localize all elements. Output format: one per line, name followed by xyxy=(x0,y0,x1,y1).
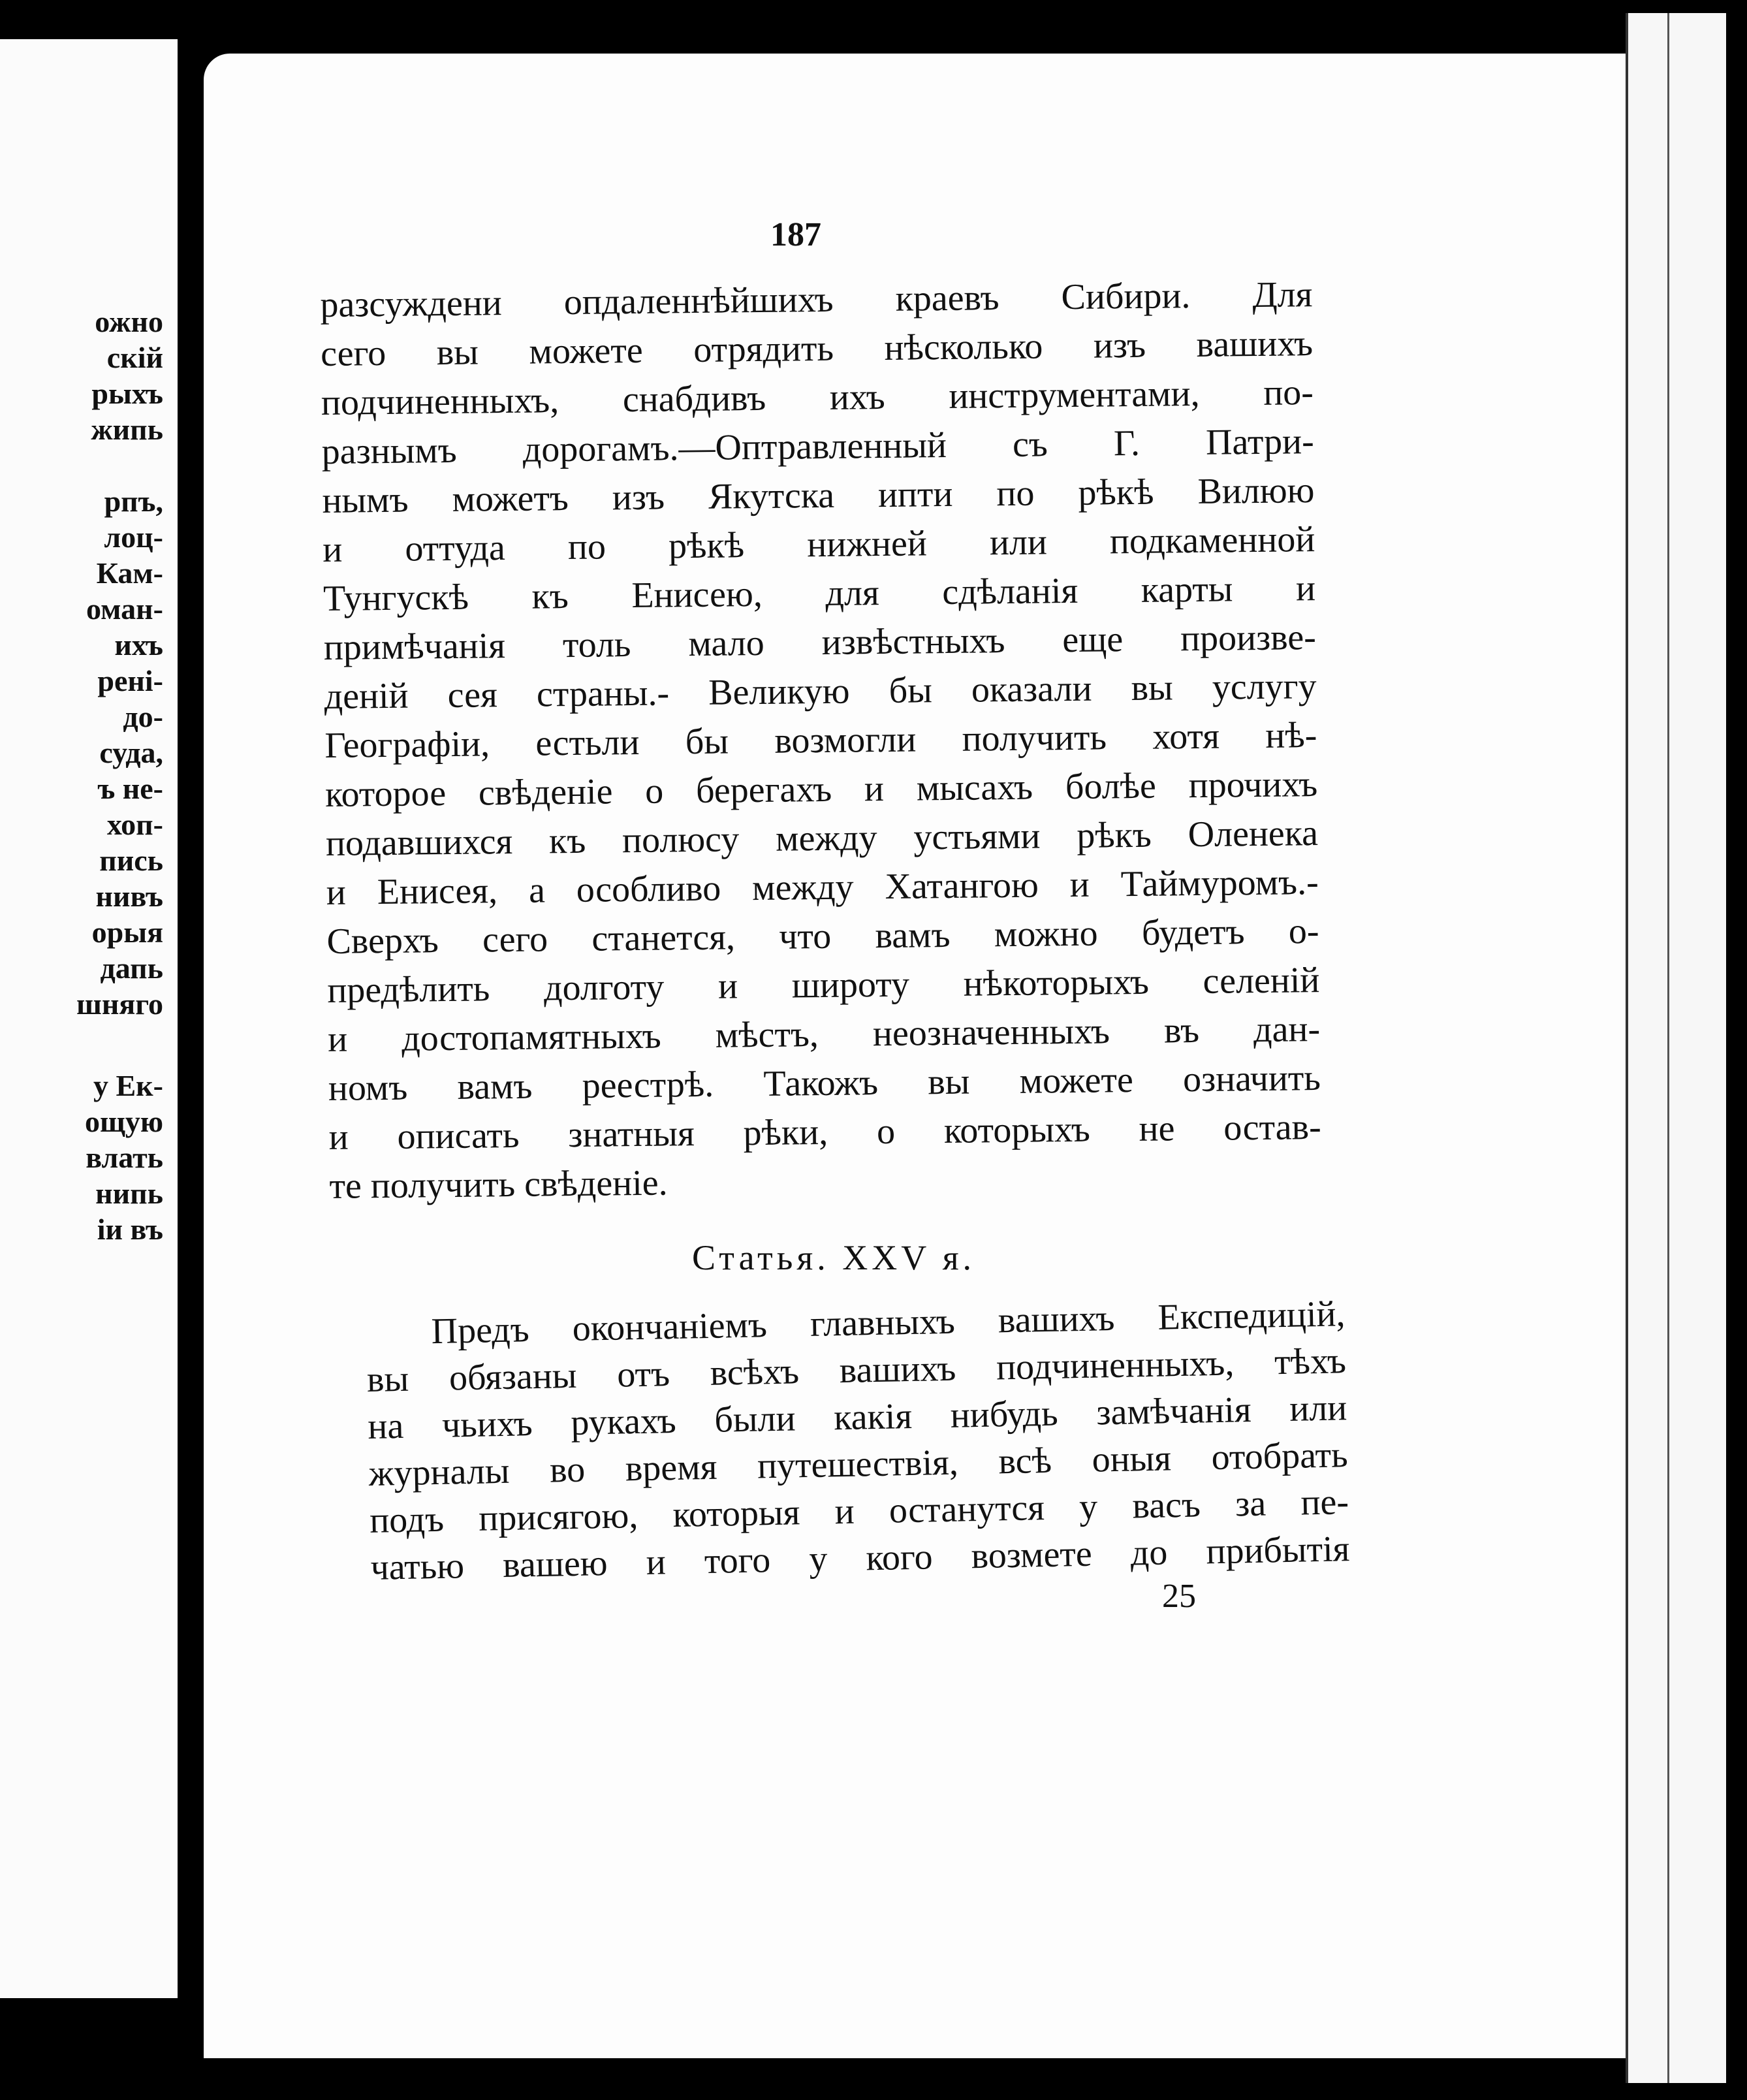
book-gutter xyxy=(178,0,204,2100)
text-line: подъ присягою, которыя и останутся у васъ за пе- xyxy=(369,1482,1349,1541)
paragraph-1 xyxy=(320,270,1322,1211)
previous-page-edge xyxy=(0,39,181,1998)
left-page-text-fragment: нивъ xyxy=(95,880,163,913)
left-page-text-fragment: ожно xyxy=(95,305,163,338)
text-line: сего вы можете отрядить нѣсколько изъ вашихъ xyxy=(320,323,1314,374)
signature-mark: 25 xyxy=(1162,1578,1196,1615)
text-line: примѣчанія толь мало извѣстныхъ еще произве- xyxy=(323,617,1317,668)
left-page-text-fragment: іи въ xyxy=(97,1213,163,1246)
text-line: вы обязаны отъ всѣхъ вашихъ подчиненныхъ, тѣхъ xyxy=(366,1341,1347,1400)
left-page-text-fragment: влать xyxy=(86,1141,163,1174)
left-page-text-fragment: жипь xyxy=(91,413,163,446)
left-page-text-fragment: нипь xyxy=(95,1177,163,1210)
left-page-text-fragment: хоп- xyxy=(106,808,163,841)
left-page-text-fragment: суда, xyxy=(99,736,163,769)
left-page-text-fragment: дапь xyxy=(100,951,163,985)
text-line: подавшихся къ полюсу между устьями рѣкъ Оленека xyxy=(325,813,1319,864)
text-line: разнымъ дорогамъ.—Оптравленный съ Г. Патри- xyxy=(321,421,1314,472)
left-page-text-fragment: до- xyxy=(123,700,163,733)
text-line: Тунгускѣ къ Енисею, для сдѣланія карты и xyxy=(323,568,1316,619)
left-page-text-fragment: скій xyxy=(106,341,163,374)
left-page-text-fragment: ощую xyxy=(85,1105,163,1138)
left-page-text-fragment: рені- xyxy=(97,664,163,697)
text-line: подчиненныхъ, снабдивъ ихъ инструментами, по- xyxy=(321,372,1314,423)
text-line: предѣлить долготу и широту нѣкоторыхъ селеній xyxy=(327,960,1320,1011)
page-number: 187 xyxy=(770,216,821,253)
left-page-text-fragment: рпъ, xyxy=(104,485,163,518)
text-line: нымъ можетъ изъ Якутска ипти по рѣкѣ Вилюю xyxy=(322,470,1315,521)
text-line: чатью вашею и того у кого возмете до прибытія xyxy=(370,1529,1350,1588)
text-line: журналы во время путешествія, всѣ оныя отобрать xyxy=(368,1435,1349,1494)
text-line: Географіи, естьли бы возмогли получить хотя нѣ- xyxy=(324,715,1317,766)
left-page-text-fragment: оман- xyxy=(86,592,163,626)
text-line: Сверхъ сего станется, что вамъ можно будетъ о- xyxy=(326,911,1319,962)
left-page-text-fragment: шняго xyxy=(76,987,163,1021)
left-page-text-fragment: пись xyxy=(99,844,163,877)
text-line: и оттуда по рѣкѣ нижней или подкаменной xyxy=(322,519,1315,570)
left-page-text-fragment: у Ек- xyxy=(93,1069,163,1102)
text-line: и достопамятныхъ мѣстъ, неозначенныхъ въ дан- xyxy=(327,1009,1321,1060)
text-line: и Енисея, а особливо между Хатангою и Таймуромъ.- xyxy=(326,862,1319,913)
text-line: деній сея страны.- Великую бы оказали вы услугу xyxy=(324,666,1317,717)
left-page-text-fragment: рыхъ xyxy=(91,377,163,410)
text-line: номъ вамъ реестрѣ. Такожъ вы можете означить xyxy=(328,1058,1321,1109)
page-stack-edge xyxy=(1626,13,1726,2083)
paragraph-2 xyxy=(366,1290,1350,1591)
left-page-text-fragment: лоц- xyxy=(104,520,163,554)
left-page-text-fragment: ихъ xyxy=(114,628,163,661)
left-page-text-fragment: Кам- xyxy=(96,556,163,590)
text-line: те получить свѣденіе. xyxy=(329,1162,668,1207)
text-line: которое свѣденіе о берегахъ и мысахъ болѣе прочихъ xyxy=(324,764,1318,815)
left-page-text-fragment: ъ не- xyxy=(97,772,163,805)
text-line: разсуждени опдаленнѣйшихъ краевъ Сибири. Для xyxy=(320,274,1313,325)
article-heading: Статья. XXV я. xyxy=(692,1238,976,1277)
text-line: на чьихъ рукахъ были какія нибудь замѣчанія или xyxy=(367,1388,1347,1447)
left-page-text-fragment: орыя xyxy=(91,915,163,949)
text-line: и описать знатныя рѣки, о которыхъ не остав- xyxy=(328,1107,1321,1158)
text-line: Предъ окончаніемъ главныхъ вашихъ Експедицій, xyxy=(431,1294,1346,1352)
